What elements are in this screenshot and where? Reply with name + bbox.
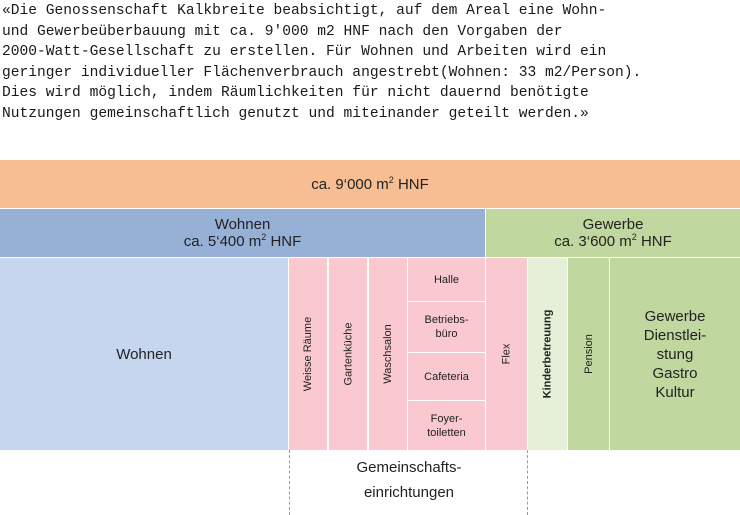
gewerbe-block-line: Gastro <box>652 364 698 382</box>
quote-line: Dies wird möglich, indem Räumlichkeiten für nicht dauernd benötigte <box>2 85 589 101</box>
wohnen-area-suffix: HNF <box>266 233 302 250</box>
pension-block <box>568 258 609 450</box>
flex-label: Flex <box>500 343 513 365</box>
gewerbe-title: Gewerbe <box>582 216 644 233</box>
total-area-sup: 2 <box>388 174 394 185</box>
gewerbe-block-line: stung <box>656 345 694 363</box>
flex-block <box>486 258 527 450</box>
gewerbe-block <box>610 258 740 450</box>
waschsalon-label: Waschsalon <box>382 324 395 384</box>
gartenkueche-block <box>329 258 367 450</box>
wohnen-block-label: Wohnen <box>116 345 172 363</box>
quote-line: geringer individueller Flächenverbrauch angestrebt(Wohnen: 33 m2/Person). <box>2 64 642 81</box>
gemeinschaft-line: Gemeinschafts- <box>356 459 462 476</box>
cafeteria-block <box>408 353 485 400</box>
total-area-prefix: ca. 9‘000 m <box>311 175 389 193</box>
foyertoiletten-block <box>408 401 485 450</box>
wohnen-area-prefix: ca. 5‘400 m <box>183 233 262 250</box>
kinderbetreuung-block <box>528 258 567 450</box>
gewerbe-block-line: Dienstlei- <box>643 326 707 344</box>
weisse-raeume-block <box>289 258 327 450</box>
cafeteria-label: Cafeteria <box>424 370 469 383</box>
gemeinschaft-line: einrichtungen <box>363 484 455 501</box>
waschsalon-block <box>369 258 407 450</box>
kinderbetreuung-label: Kinderbetreuung <box>541 309 554 399</box>
gewerbe-area-prefix: ca. 3‘600 m <box>554 233 632 250</box>
betriebsbuero-block <box>408 302 485 352</box>
halle-label: Halle <box>433 273 460 286</box>
gewerbe-header <box>486 209 740 257</box>
total-area-suffix: HNF <box>393 175 429 193</box>
gewerbe-block-line: Gewerbe <box>644 307 706 325</box>
foyertoiletten-label-2: toiletten <box>427 426 466 439</box>
gewerbe-block-line: Kultur <box>655 383 695 401</box>
gartenkueche-label: Gartenküche <box>342 322 355 386</box>
quote-line: und Gewerbeüberbauung mit ca. 9'000 m2 HNF nach den Vorgaben der <box>2 23 563 40</box>
weisse-raeume-label: Weisse Räume <box>302 316 315 392</box>
quote-line: Nutzungen gemeinschaftlich genutzt und miteinander geteilt werden.» <box>2 105 589 122</box>
wohnen-area-sup: 2 <box>261 232 267 242</box>
gewerbe-area-sup: 2 <box>631 232 637 242</box>
quote-line: «Die Genossenschaft Kalkbreite beabsichtigt, auf dem Areal eine Wohn- <box>2 3 607 19</box>
gemeinschaft-caption <box>289 455 529 505</box>
foyertoiletten-label-1: Foyer- <box>430 412 463 425</box>
betriebsbuero-label-1: Betriebs- <box>424 314 469 326</box>
wohnen-title: Wohnen <box>214 216 271 233</box>
gewerbe-area-suffix: HNF <box>636 233 672 250</box>
betriebsbuero-label-2: büro <box>435 328 458 340</box>
pension-label: Pension <box>582 334 595 374</box>
halle-block <box>408 258 485 301</box>
wohnen-header <box>0 209 485 257</box>
quote-line: 2000-Watt-Gesellschaft zu erstellen. Für Wohnen und Arbeiten wird ein <box>2 44 607 60</box>
total-area-bar <box>0 160 740 208</box>
quote-text <box>2 1 740 124</box>
wohnen-block <box>0 258 288 450</box>
